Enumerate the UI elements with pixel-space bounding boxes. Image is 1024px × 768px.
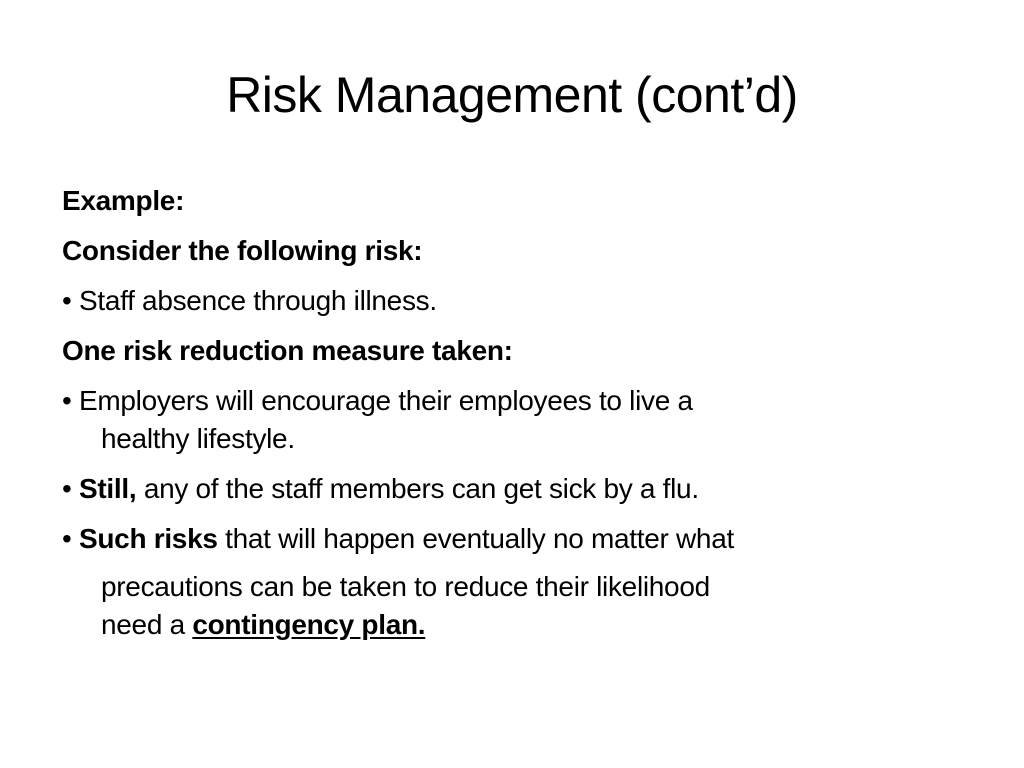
contingency-prefix: need a (101, 609, 185, 640)
measure-text-line2: healthy lifestyle. (101, 423, 295, 454)
bullet-symbol: • (62, 523, 72, 554)
such-risks-line2: precautions can be taken to reduce their likelihood (101, 571, 710, 602)
example-heading: Example: (62, 185, 185, 216)
such-risks-rest-text: that will happen eventually no matter what (225, 523, 734, 554)
still-rest-text: any of the staff members can get sick by a flu. (143, 473, 699, 504)
risk-item-text: Staff absence through illness. (79, 285, 437, 316)
bullet-symbol: • (62, 285, 72, 316)
still-bullet (62, 470, 962, 508)
measure-text-line1: Employers will encourage their employees to live a (79, 385, 693, 416)
slide-body (62, 182, 962, 656)
such-risks-line3 (62, 606, 962, 644)
measure-heading: One risk reduction measure taken: (62, 335, 513, 366)
such-risks-bold-text: Such risks (79, 523, 218, 554)
bullet-symbol: • (62, 473, 72, 504)
bullet-symbol: • (62, 385, 72, 416)
still-bold-text: Still, (79, 473, 137, 504)
such-risks-bullet (62, 520, 962, 644)
risk-bullet (62, 282, 962, 320)
measure-bullet (62, 382, 962, 458)
contingency-plan-link: contingency plan. (192, 609, 426, 640)
slide-title: Risk Management (cont’d) (226, 67, 798, 123)
consider-heading: Consider the following risk: (62, 235, 423, 266)
